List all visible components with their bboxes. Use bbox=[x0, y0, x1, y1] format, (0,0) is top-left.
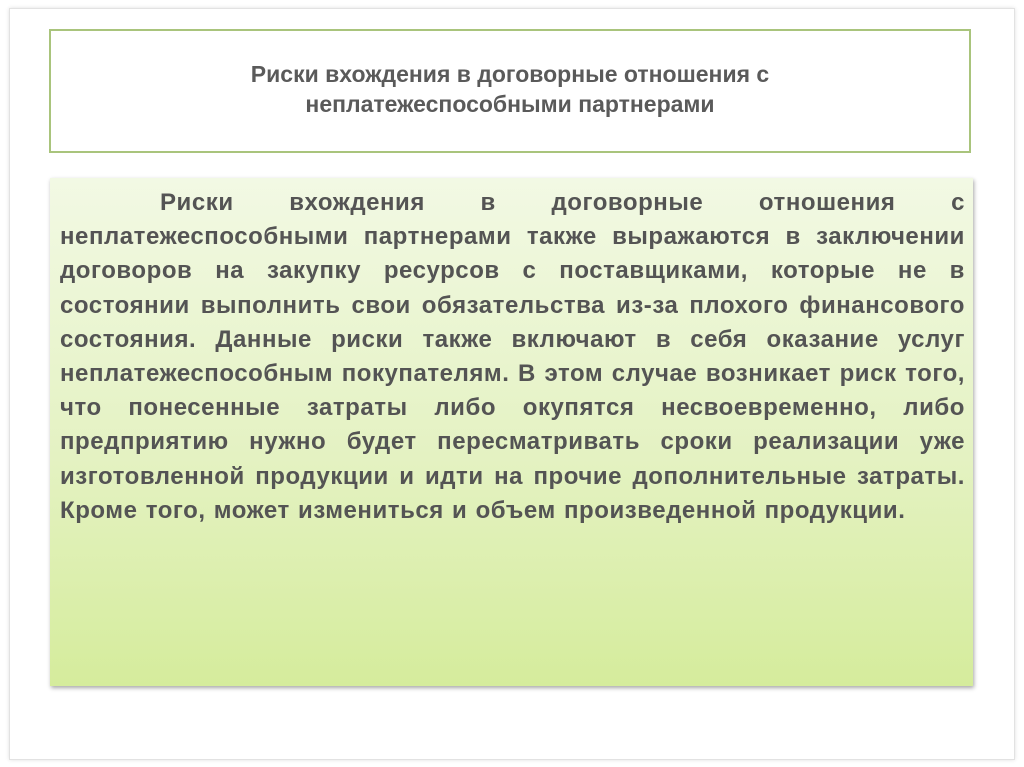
slide-title: Риски вхождения в договорные отношения с неплатежеспособными партнерами bbox=[250, 61, 770, 117]
content-box bbox=[50, 178, 973, 686]
title-box bbox=[49, 29, 971, 153]
body-paragraph: Риски вхождения в договорные отношения с неплатежеспособными партнерами также выражаются в заключении договоров на закупку ресурсов с поставщиками, которые не в состоянии выполнить свои обязательства из-за плохого финансового состояния. Данные риски также включают в себя оказание услуг неплатежеспособным покупателям. В этом случае возникает риск того, что понесенные затраты либо окупятся несвоевременно, либо предприятию нужно будет пересматривать сроки реализации уже изготовленной продукции и идти на прочие дополнительные затраты. Кроме того, может измениться и объем произведенной продукции. bbox=[60, 189, 965, 524]
